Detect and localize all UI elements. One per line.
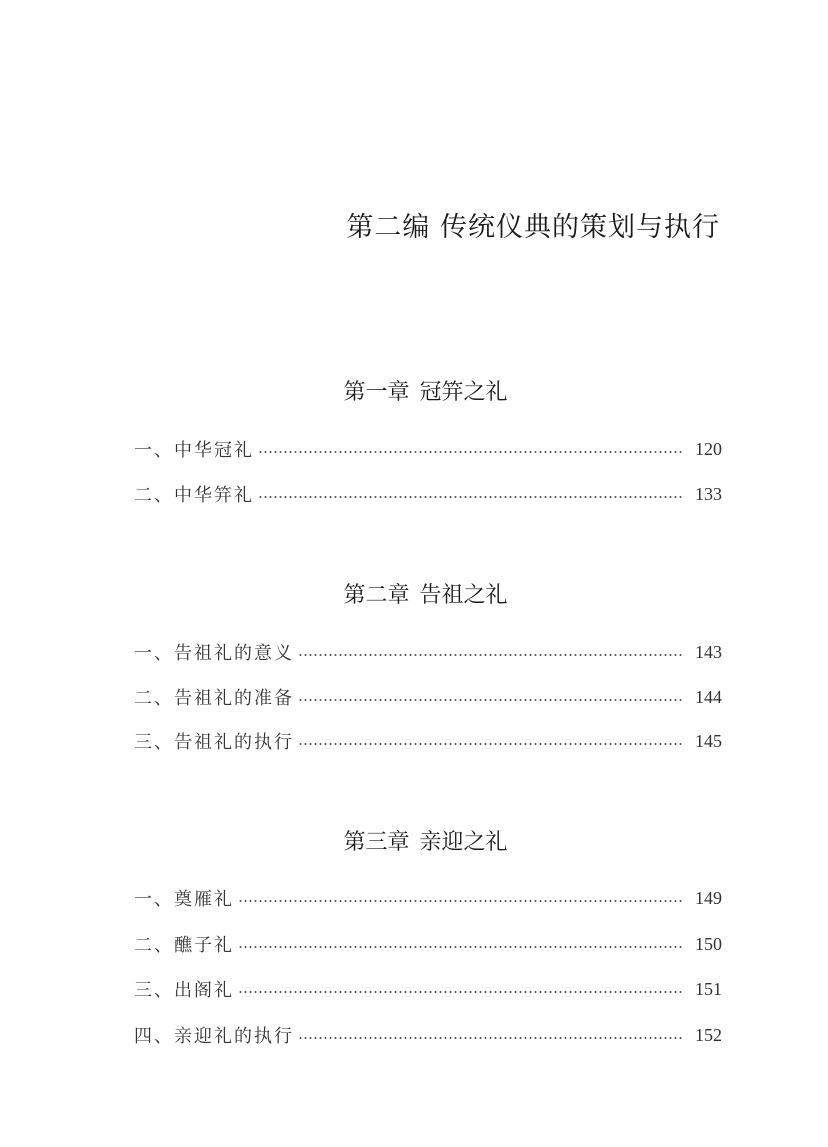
- chapter-name: 告祖之礼: [419, 583, 508, 608]
- toc-entry[interactable]: [134, 435, 722, 463]
- dot-leader: [298, 743, 683, 745]
- chapter-number: 第二章: [343, 583, 410, 608]
- dot-leader: [258, 496, 683, 498]
- toc-entry-label: 二、告祖礼的准备: [134, 688, 294, 709]
- toc-entry-page: 151: [695, 978, 722, 999]
- toc-entry-page: 133: [695, 483, 722, 504]
- chapter-title: [0, 375, 828, 406]
- toc-entry-label: 一、告祖礼的意义: [134, 643, 294, 664]
- toc-entry-label: 四、亲迎礼的执行: [134, 1026, 294, 1047]
- toc-entry-page: 152: [695, 1024, 722, 1045]
- toc-entry-page: 145: [695, 730, 722, 751]
- toc-entry[interactable]: [134, 683, 722, 711]
- toc-entry[interactable]: [134, 727, 722, 755]
- toc-entry-label: 一、奠雁礼: [134, 889, 234, 910]
- toc-entry[interactable]: [134, 975, 722, 1003]
- chapter-number: 第三章: [343, 830, 410, 855]
- chapter-name: 冠笄之礼: [419, 380, 508, 405]
- toc-entry[interactable]: [134, 930, 722, 958]
- part-title: 第二编 传统仪典的策划与执行: [346, 212, 720, 243]
- dot-leader: [298, 654, 683, 656]
- toc-entry[interactable]: [134, 1021, 722, 1049]
- dot-leader: [298, 699, 683, 701]
- chapter-number: 第一章: [343, 380, 410, 405]
- toc-entry-page: 120: [695, 438, 722, 459]
- toc-entry-page: 150: [695, 933, 722, 954]
- toc-entry[interactable]: [134, 638, 722, 666]
- toc-entry-label: 二、中华笄礼: [134, 485, 254, 506]
- dot-leader: [298, 1037, 683, 1039]
- toc-entry-label: 二、醮子礼: [134, 935, 234, 956]
- toc-entry-page: 144: [695, 686, 722, 707]
- toc-entry-page: 149: [695, 887, 722, 908]
- toc-entry-page: 143: [695, 641, 722, 662]
- toc-entry-label: 一、中华冠礼: [134, 440, 254, 461]
- dot-leader: [258, 451, 683, 453]
- dot-leader: [238, 900, 683, 902]
- toc-entry-label: 三、告祖礼的执行: [134, 732, 294, 753]
- dot-leader: [238, 946, 683, 948]
- chapter-name: 亲迎之礼: [419, 830, 508, 855]
- chapter-title: [0, 578, 828, 609]
- toc-entry[interactable]: [134, 884, 722, 912]
- dot-leader: [238, 991, 683, 993]
- toc-entry[interactable]: [134, 480, 722, 508]
- toc-entry-label: 三、出阁礼: [134, 980, 234, 1001]
- chapter-title: [0, 825, 828, 856]
